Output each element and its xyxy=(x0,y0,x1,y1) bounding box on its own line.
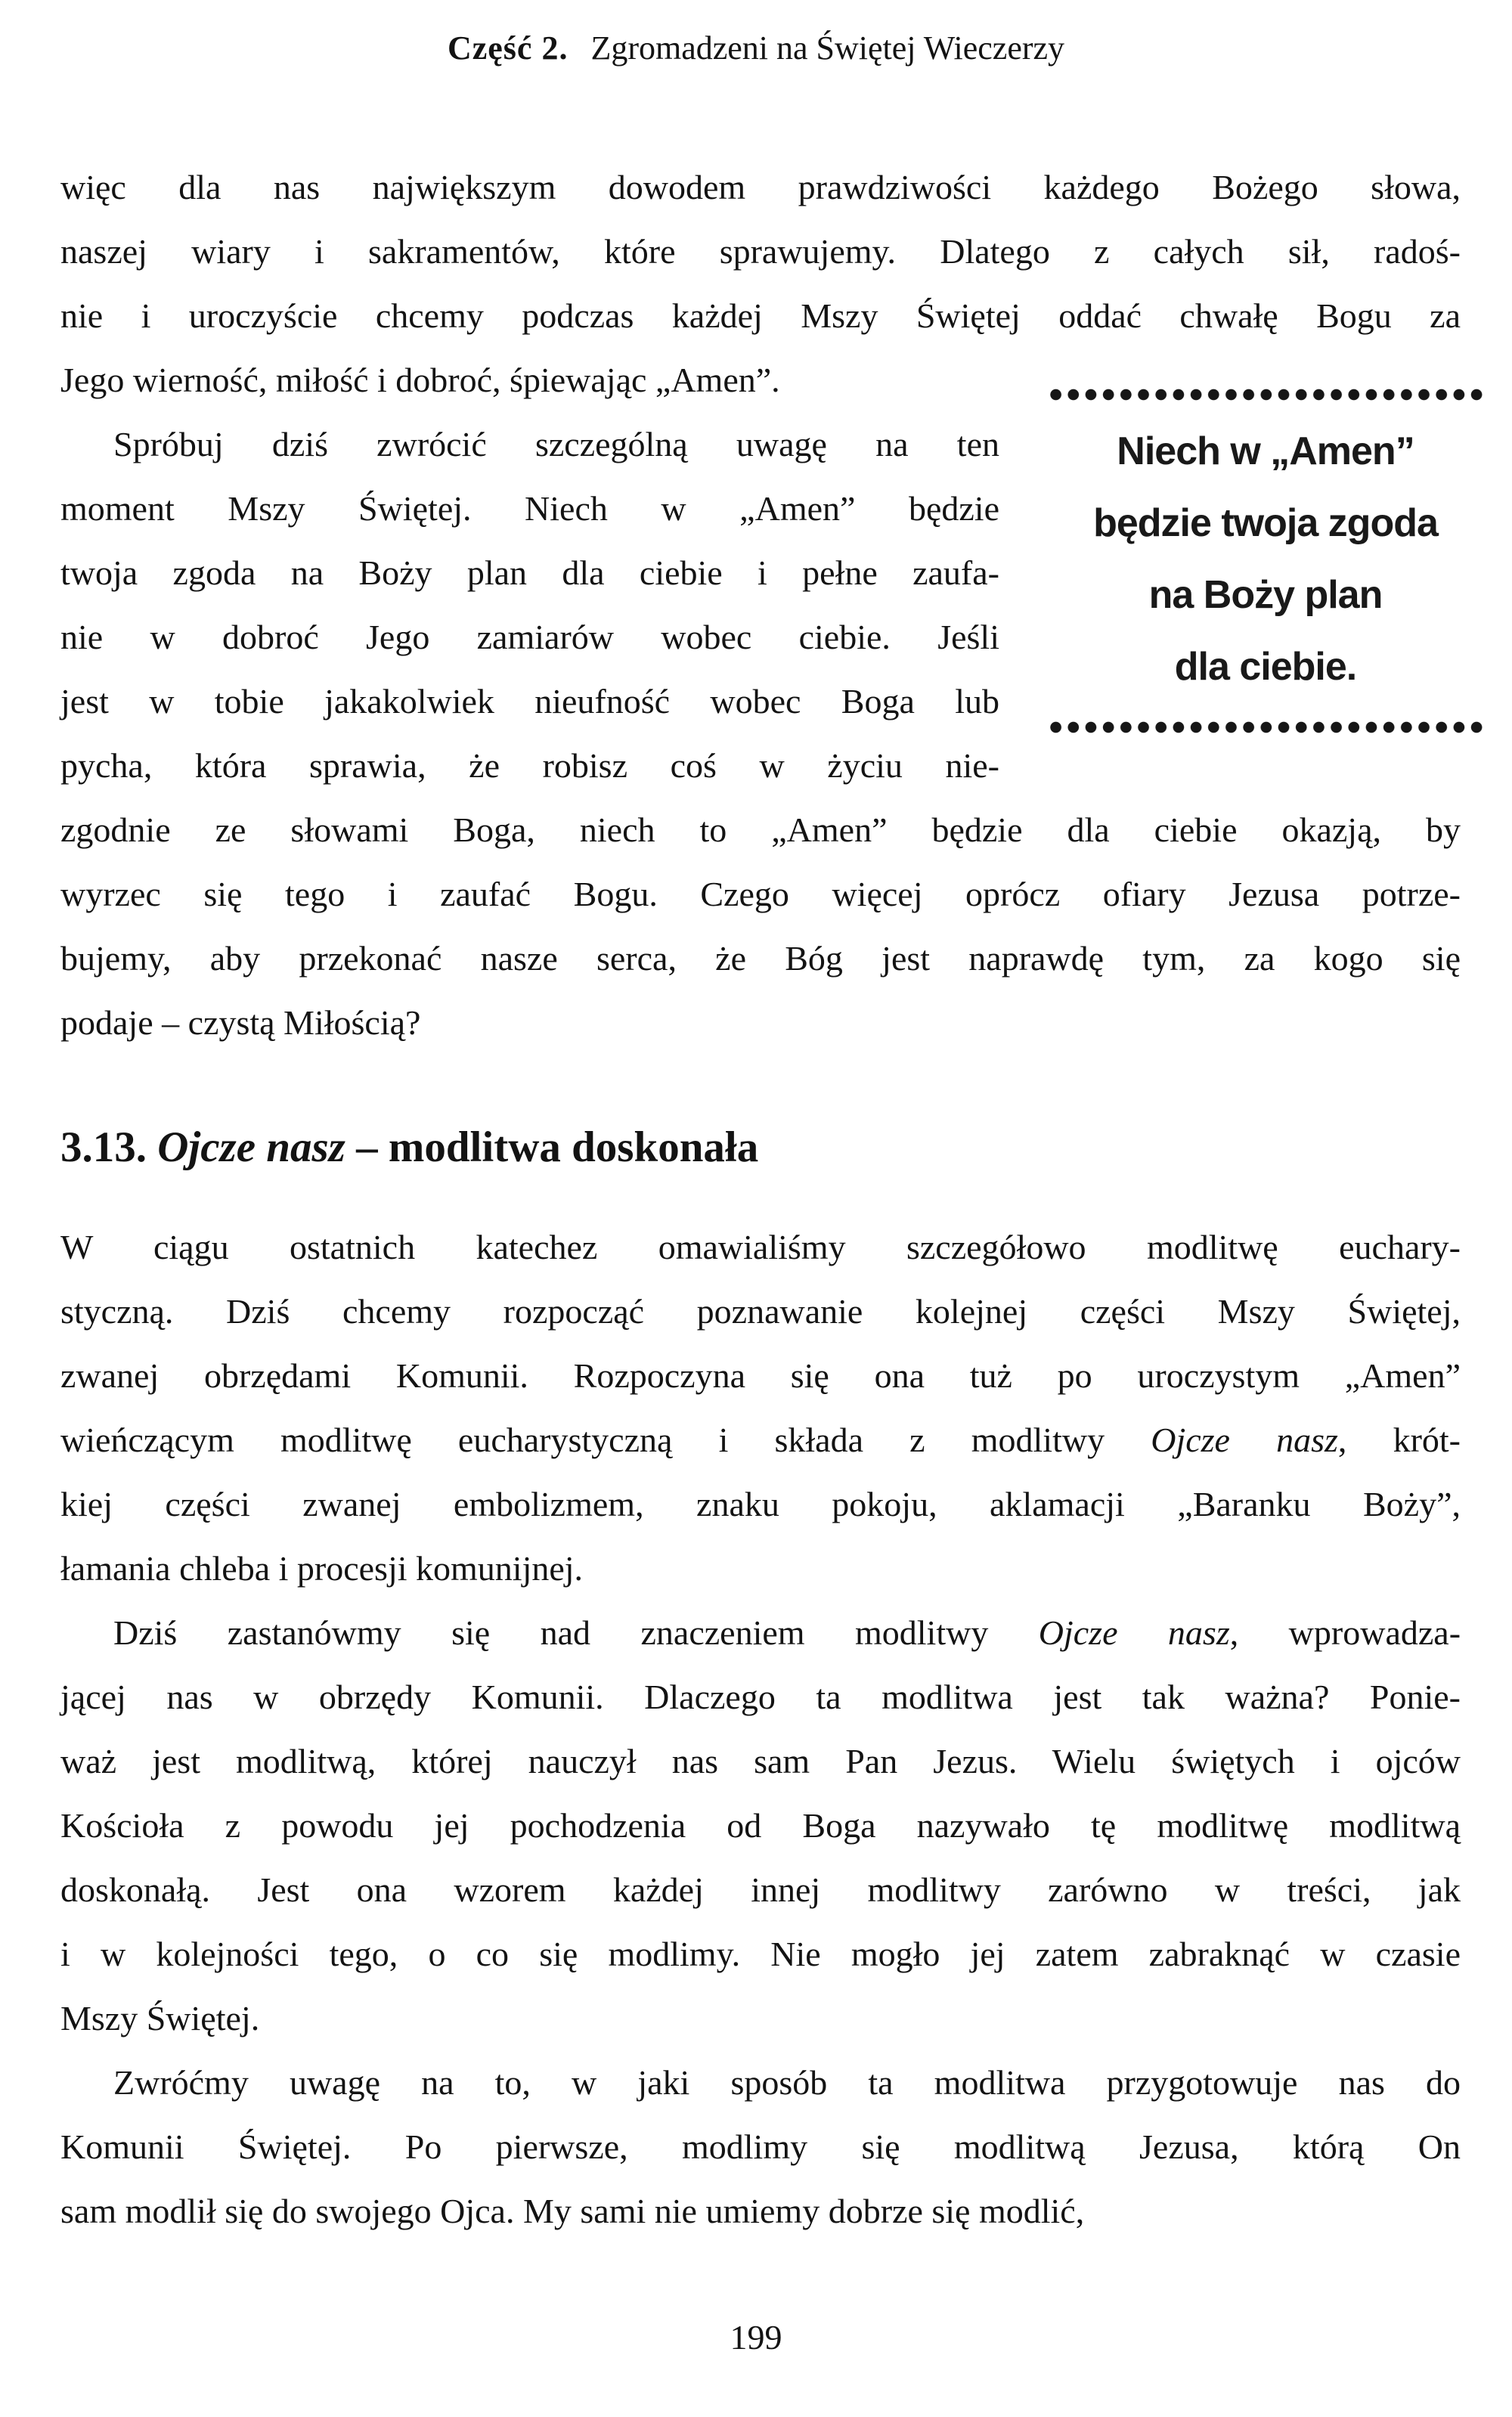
text-line: wyrzec się tego i zaufać Bogu. Czego więcej oprócz ofiary Jezusa potrze- xyxy=(60,875,1461,913)
pull-quote-line: na Boży plan xyxy=(1148,573,1383,617)
paragraph-1 xyxy=(60,155,1461,412)
text-line: nie i uroczyście chcemy podczas każdej Mszy Świętej oddać chwałę Bogu za xyxy=(60,296,1461,335)
text-segment-italic: Ojcze nasz xyxy=(1038,1613,1230,1652)
text-segment: , wprowadza- xyxy=(1229,1613,1461,1652)
text-line: Komunii Świętej. Po pierwsze, modlimy się modlitwą Jezusa, którą On xyxy=(60,2127,1461,2166)
text-line: sam modlił się do swojego Ojca. My sami nie umiemy dobrze się modlić, xyxy=(60,2192,1085,2230)
text-line: Zwróćmy uwagę na to, w jaki sposób ta modlitwa przygotowuje nas do xyxy=(113,2063,1461,2102)
text-line: więc dla nas największym dowodem prawdziwości każdego Bożego słowa, xyxy=(60,168,1461,206)
text-line: Mszy Świętej. xyxy=(60,1999,260,2037)
text-line: W ciągu ostatnich katechez omawialiśmy szczegółowo modlitwę euchary- xyxy=(60,1228,1461,1266)
text-line: waż jest modlitwą, której nauczył nas sam Pan Jezus. Wielu świętych i ojców xyxy=(60,1742,1461,1780)
text-line: i w kolejności tego, o co się modlimy. Nie mogło jej zatem zabraknąć w czasie xyxy=(60,1935,1461,1973)
text-line: styczną. Dziś chcemy rozpocząć poznawanie kolejnej części Mszy Świętej, xyxy=(60,1292,1461,1331)
text-segment: , krót- xyxy=(1337,1421,1461,1459)
text-line: łamania chleba i procesji komunijnej. xyxy=(60,1549,584,1588)
text-line: bujemy, aby przekonać nasze serca, że Bóg jest naprawdę tym, za kogo się xyxy=(60,939,1461,978)
text-segment-italic: Ojcze nasz xyxy=(1151,1421,1338,1459)
text-line: podaje – czystą Miłością? xyxy=(60,1003,421,1042)
section-heading xyxy=(60,1121,1461,1174)
pull-quote-line: Niech w „Amen” xyxy=(1117,429,1414,473)
text-line xyxy=(60,1600,1461,1665)
text-line: naszej wiary i sakramentów, które sprawujemy. Dlatego z całych sił, radoś- xyxy=(60,232,1461,271)
pull-quote-line: dla ciebie. xyxy=(1174,645,1357,689)
running-header xyxy=(0,27,1512,70)
text-line: zgodnie ze słowami Boga, niech to „Amen” będzie dla ciebie okazją, by xyxy=(60,810,1461,849)
text-segment: Dziś zastanówmy się nad znaczeniem modlitwy xyxy=(113,1613,1039,1652)
body-text-column xyxy=(60,155,1461,2243)
text-line: moment Mszy Świętej. Niech w „Amen” będzie xyxy=(60,489,999,528)
section-heading-rest: – modlitwa doskonała xyxy=(345,1123,759,1171)
text-line: Jego wierność, miłość i dobroć, śpiewając „Amen”. xyxy=(60,361,780,399)
text-line: nie w dobroć Jego zamiarów wobec ciebie. Jeśli xyxy=(60,618,999,656)
running-header-part-title: Zgromadzeni na Świętej Wieczerzy xyxy=(590,29,1065,67)
paragraph-3 xyxy=(60,1215,1461,1600)
text-line: Spróbuj dziś zwrócić szczególną uwagę na ten xyxy=(113,425,999,463)
paragraph-5 xyxy=(60,2050,1461,2243)
text-segment: wieńczącym modlitwę eucharystyczną i składa z modlitwy xyxy=(60,1421,1151,1459)
running-header-part-label: Część 2. xyxy=(447,29,569,67)
text-line: twoja zgoda na Boży plan dla ciebie i pełne zaufa- xyxy=(60,553,999,592)
text-line: kiej części zwanej embolizmem, znaku pokoju, aklamacji „Baranku Boży”, xyxy=(60,1485,1461,1523)
text-line: Kościoła z powodu jej pochodzenia od Boga nazywało tę modlitwę modlitwą xyxy=(60,1806,1461,1845)
text-line: zwanej obrzędami Komunii. Rozpoczyna się ona tuż po uroczystym „Amen” xyxy=(60,1356,1461,1395)
section-heading-italic-title: Ojcze nasz xyxy=(157,1123,345,1171)
text-line: doskonałą. Jest ona wzorem każdej innej modlitwy zarówno w treści, jak xyxy=(60,1870,1461,1909)
section-heading-number: 3.13. xyxy=(60,1123,158,1171)
paragraph-2 xyxy=(60,412,1461,1055)
text-line: jącej nas w obrzędy Komunii. Dlaczego ta modlitwa jest tak ważna? Ponie- xyxy=(60,1678,1461,1716)
text-line: jest w tobie jakakolwiek nieufność wobec Boga lub xyxy=(60,682,999,720)
pull-quote-line: będzie twoja zgoda xyxy=(1093,501,1438,545)
text-line xyxy=(60,1408,1461,1472)
paragraph-4 xyxy=(60,1600,1461,2050)
page-number: 199 xyxy=(730,2318,782,2357)
text-line: pycha, która sprawia, że robisz coś w życiu nie- xyxy=(60,746,999,785)
